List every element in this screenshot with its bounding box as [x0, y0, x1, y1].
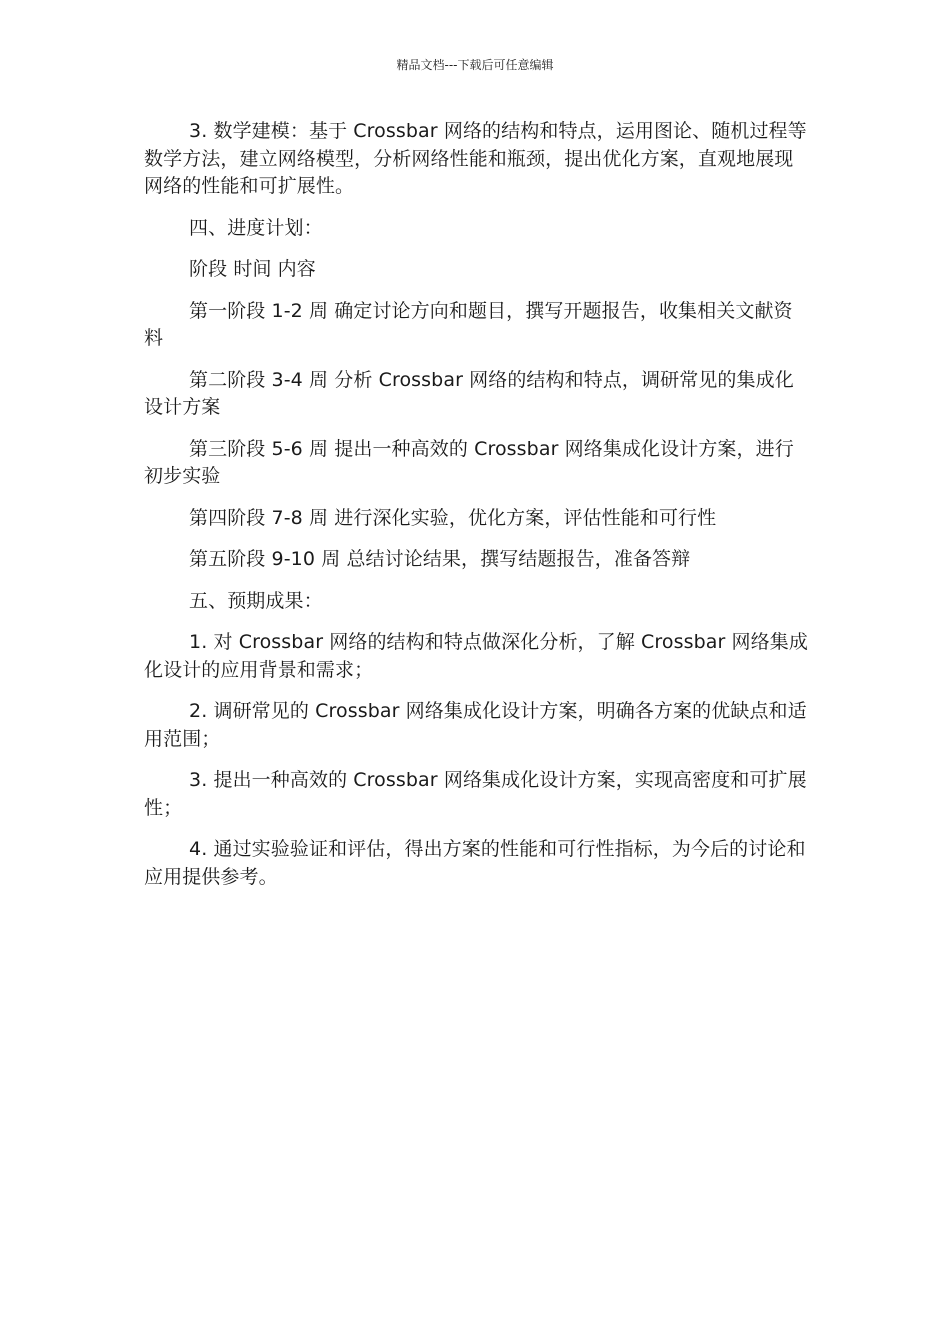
heading-expected-results: 五、预期成果： — [189, 589, 323, 612]
schedule-stage-5: 第五阶段 9-10 周 总结讨论结果，撰写结题报告，准备答辩 — [189, 548, 691, 570]
schedule-stage-2: 第二阶段 3-4 周 分析 Crossbar 网络的结构和特点，调研常见的集成化设计方案 — [144, 368, 794, 418]
result-item-1: 1. 对 Crossbar 网络的结构和特点做深化分析，了解 Crossbar 网络集成化设计的应用背景和需求； — [144, 631, 808, 681]
schedule-stage-4: 第四阶段 7-8 周 进行深化实验，优化方案，评估性能和可行性 — [189, 506, 717, 529]
paragraph-modeling: 3. 数学建模：基于 Crossbar 网络的结构和特点，运用图论、随机过程等数学方法，建立网络模型，分析网络性能和瓶颈，提出优化方案，直观地展现网络的性能和可扩展性。 — [144, 120, 807, 197]
result-item-2: 2. 调研常见的 Crossbar 网络集成化设计方案，明确各方案的优缺点和适用范围； — [144, 700, 807, 750]
heading-schedule: 四、进度计划： — [189, 216, 323, 239]
result-item-3: 3. 提出一种高效的 Crossbar 网络集成化设计方案，实现高密度和可扩展性； — [144, 769, 807, 819]
schedule-header-row: 阶段 时间 内容 — [189, 258, 316, 280]
document-body — [144, 118, 808, 905]
schedule-stage-1: 第一阶段 1-2 周 确定讨论方向和题目，撰写开题报告，收集相关文献资料 — [144, 299, 793, 349]
page-header: 精品文档---下载后可任意编辑 — [396, 58, 554, 72]
schedule-stage-3: 第三阶段 5-6 周 提出一种高效的 Crossbar 网络集成化设计方案，进行初步实验 — [144, 437, 794, 487]
result-item-4: 4. 通过实验验证和评估，得出方案的性能和可行性指标，为今后的讨论和应用提供参考。 — [144, 838, 806, 888]
